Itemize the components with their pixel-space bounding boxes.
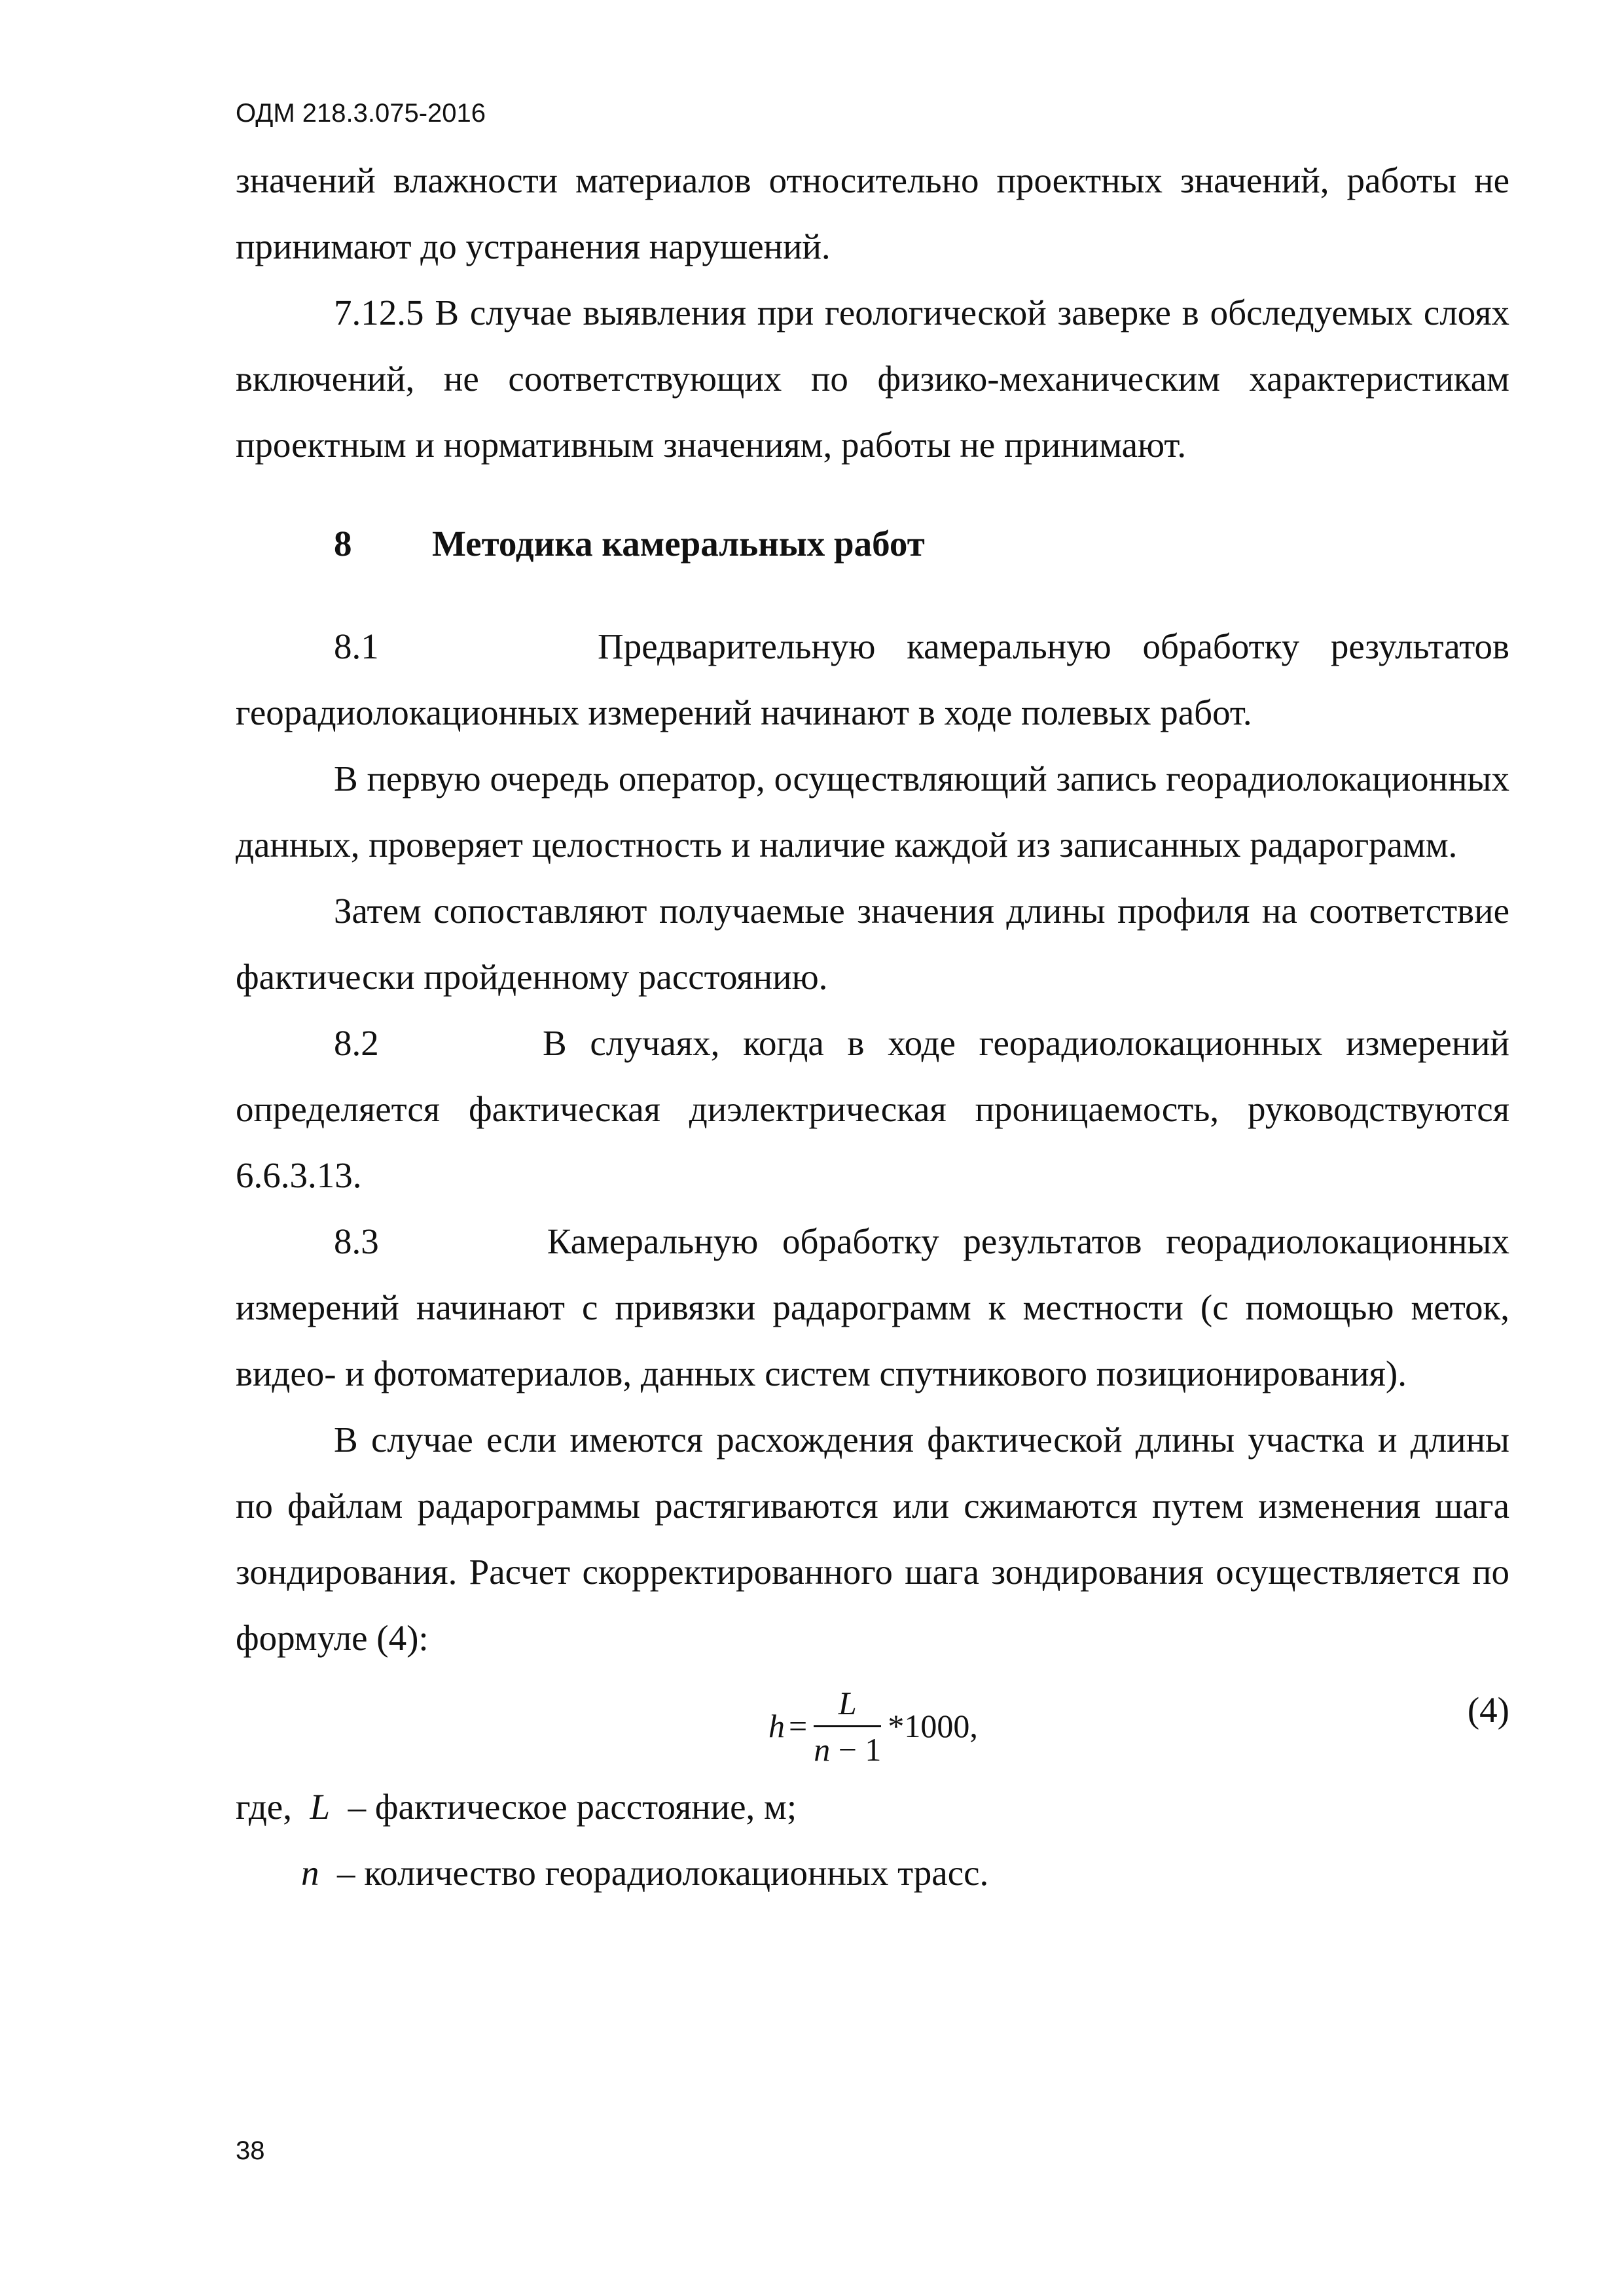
clause-text-8-3: Камеральную обработку результатов георадиолокационных измерений начинают с привязки радарограмм к местности (с помощью меток, видео- и фотоматериалов, данных систем спутникового позиционирования). (236, 1221, 1509, 1393)
clause-number-8-3: 8.3 (334, 1221, 379, 1261)
formula-4 (768, 1679, 978, 1774)
formula-denominator-rest: − 1 (830, 1731, 882, 1768)
clause-text-8-1: Предварительную камеральную обработку результатов георадиолокационных измерений начинают в ходе полевых работ. (236, 626, 1509, 732)
section-title: Методика камеральных работ (432, 524, 925, 564)
paragraph-first-check: В первую очередь оператор, осуществляющий запись георадиолокационных данных, проверяет целостность и наличие каждой из записанных радарограмм. (236, 759, 1509, 865)
where-line-L (236, 1774, 1509, 1840)
formula-equals: = (789, 1708, 808, 1744)
where-n-symbol: n (301, 1853, 319, 1893)
clause-number-8-1: 8.1 (334, 626, 379, 666)
page-number: 38 (236, 2136, 265, 2165)
formula-trailing-comma: , (969, 1708, 978, 1744)
where-prefix: где, (236, 1787, 292, 1827)
clause-text-8-2: В случаях, когда в ходе георадиолокационных измерений определяется фактическая диэлектрическая проницаемость, руководствуются 6.6.3.13. (236, 1023, 1509, 1195)
paragraph-moisture-values: значений влажности материалов относительно проектных значений, работы не принимают до устранения нарушений. (236, 160, 1509, 266)
formula-lhs: h (768, 1708, 785, 1744)
where-L-symbol: L (310, 1787, 331, 1827)
paragraph-8-3 (236, 1208, 1509, 1407)
clause-number-8-2: 8.2 (334, 1023, 379, 1063)
formula-denominator-var: n (814, 1731, 831, 1768)
paragraph-8-1 (236, 613, 1509, 745)
formula-denominator (814, 1727, 881, 1768)
formula-multiplier: *1000 (888, 1708, 970, 1744)
document-body (236, 147, 1509, 1906)
where-L-description: – фактическое расстояние, м; (348, 1787, 797, 1827)
paragraph-compare-length: Затем сопоставляют получаемые значения длины профиля на соответствие фактически пройденному расстоянию. (236, 891, 1509, 997)
formula-number: (4) (1467, 1690, 1509, 1730)
section-heading (236, 511, 1509, 577)
document-code-header: ОДМ 218.3.075-2016 (236, 99, 486, 128)
section-number: 8 (334, 524, 352, 564)
formula-4-row (236, 1679, 1509, 1774)
where-line-n (236, 1840, 1509, 1906)
paragraph-8-2 (236, 1010, 1509, 1208)
paragraph-length-discrepancy: В случае если имеются расхождения фактической длины участка и длины по файлам радарограммы растягиваются или сжимаются путем изменения шага зондирования. Расчет скорректированного шага зондирования осуществляется по формуле (4): (236, 1420, 1509, 1658)
formula-fraction (814, 1685, 881, 1768)
paragraph-7-12-5: 7.12.5 В случае выявления при геологической заверке в обследуемых слоях включений, не соответствующих по физико-механическим характеристикам проектным и нормативным значениям, работы не принимают. (236, 293, 1509, 465)
where-n-description: – количество георадиолокационных трасс. (337, 1853, 989, 1893)
formula-numerator: L (838, 1685, 857, 1721)
